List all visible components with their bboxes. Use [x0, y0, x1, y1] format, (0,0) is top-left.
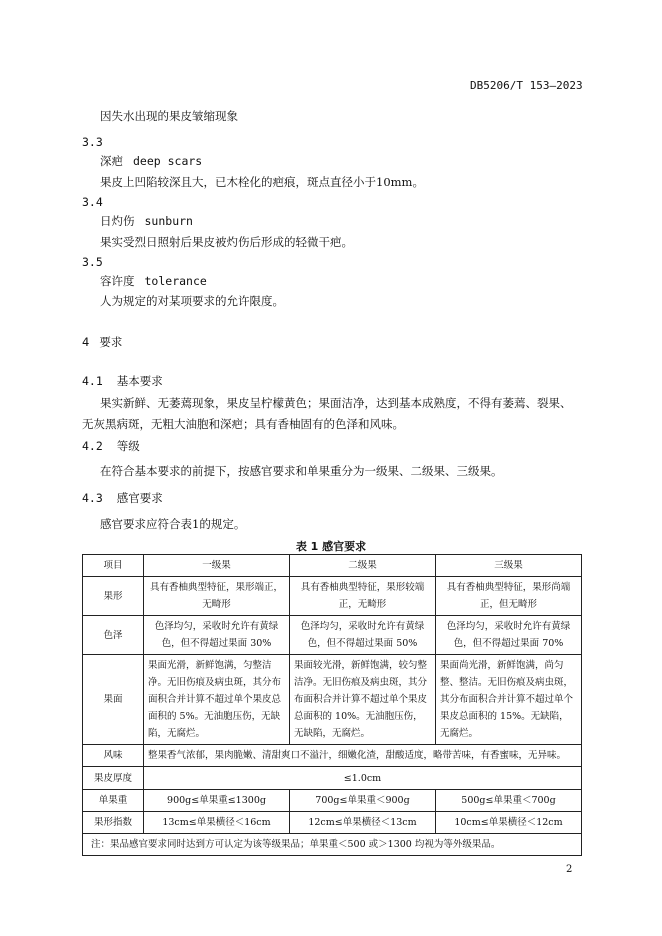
term-zh: 日灼伤 — [100, 214, 135, 228]
table-row-weight — [83, 790, 582, 812]
term-deep-scars — [100, 153, 202, 169]
definition-sunburn: 果实受烈日照射后果皮被灼伤后形成的轻微干疤。 — [100, 235, 353, 249]
header-cell-grade-2: 二级果 — [290, 555, 436, 577]
clause-title: 感官要求 — [116, 491, 163, 505]
table-row-shape-index — [83, 812, 582, 834]
grading-paragraph: 在符合基本要求的前提下，按感官要求和单果重分为一级果、二级果、三级果。 — [100, 464, 503, 478]
chapter-4-heading — [82, 334, 122, 350]
sensory-paragraph: 感官要求应符合表1的规定。 — [100, 517, 246, 531]
term-tolerance — [100, 273, 207, 289]
row-label: 色泽 — [83, 616, 144, 655]
definition-tolerance: 人为规定的对某项要求的允许限度。 — [100, 294, 284, 308]
term-en: tolerance — [144, 274, 207, 288]
cell-grade-3: 具有香柚典型特征，果形尚端正，但无畸形 — [436, 577, 582, 616]
clause-number: 4.1 — [82, 374, 103, 388]
cell-grade-2: 色泽均匀，采收时允许有黄绿色，但不得超过果面 50% — [290, 616, 436, 655]
header-cell-item: 项目 — [83, 555, 144, 577]
table-row-flavor — [83, 745, 582, 767]
cell-grade-1: 色泽均匀，采收时允许有黄绿色，但不得超过果面 30% — [144, 616, 290, 655]
definition-continuation: 因失水出现的果皮皱缩现象 — [100, 109, 238, 123]
table-row-note — [83, 834, 582, 856]
clause-4-1-heading — [82, 373, 163, 389]
table-note: 注：果品感官要求同时达到方可认定为该等级果品；单果重＜500 或＞1300 均视为等外级果品。 — [83, 834, 582, 856]
row-label: 果形 — [83, 577, 144, 616]
cell-grade-1: 900g≤单果重≤1300g — [144, 790, 290, 812]
cell-grade-3: 色泽均匀，采收时允许有黄绿色，但不得超过果面 70% — [436, 616, 582, 655]
basic-requirements-line-1: 果实新鲜、无萎蔫现象，果皮呈柠檬黄色；果面洁净，达到基本成熟度，不得有萎蔫、裂果、 — [100, 396, 572, 410]
row-label: 果形指数 — [83, 812, 144, 834]
cell-grade-3: 10cm≤单果横径＜12cm — [436, 812, 582, 834]
clause-title: 基本要求 — [116, 374, 163, 388]
sensory-requirements-table — [82, 554, 582, 856]
cell-grade-2: 12cm≤单果横径＜13cm — [290, 812, 436, 834]
clause-number: 4.3 — [82, 491, 103, 505]
table-row-shape — [83, 577, 582, 616]
header-cell-grade-3: 三级果 — [436, 555, 582, 577]
term-sunburn — [100, 213, 193, 229]
definition-deep-scars: 果皮上凹陷较深且大，已木栓化的疤痕，斑点直径小于10mm。 — [100, 175, 424, 189]
clause-4-3-heading — [82, 490, 163, 506]
table-row-surface — [83, 655, 582, 745]
cell-grade-1: 13cm≤单果横径＜16cm — [144, 812, 290, 834]
page-number: 2 — [566, 864, 573, 875]
row-label: 风味 — [83, 745, 144, 767]
header-cell-grade-1: 一级果 — [144, 555, 290, 577]
term-zh: 深疤 — [100, 154, 123, 168]
term-zh: 容许度 — [100, 274, 135, 288]
row-label: 果皮厚度 — [83, 767, 144, 790]
cell-grade-1: 具有香柚典型特征，果形端正，无畸形 — [144, 577, 290, 616]
table-header-row — [83, 555, 582, 577]
table-caption: 表 1 感官要求 — [295, 540, 367, 553]
cell-grade-2: 具有香柚典型特征，果形较端正，无畸形 — [290, 577, 436, 616]
term-en: sunburn — [144, 214, 193, 228]
cell-grade-3: 500g≤单果重＜700g — [436, 790, 582, 812]
cell-grade-1: 果面光滑，新鲜饱满，匀整洁净。无旧伤痕及病虫斑，其分布面积合并计算不超过单个果皮总面积的 5%。无油胞压伤，无缺陷，无腐烂。 — [144, 655, 290, 745]
clause-3-4-number: 3.4 — [82, 195, 103, 209]
clause-number: 4.2 — [82, 439, 103, 453]
cell-thickness-value: ≤1.0cm — [144, 767, 582, 790]
clause-3-5-number: 3.5 — [82, 255, 103, 269]
row-label: 单果重 — [83, 790, 144, 812]
cell-grade-3: 果面尚光滑，新鲜饱满，尚匀整、整洁。无旧伤痕及病虫斑，其分布面积合并计算不超过单个果皮总面积的 15%。无缺陷，无腐烂。 — [436, 655, 582, 745]
clause-4-2-heading — [82, 438, 140, 454]
table-row-thickness — [83, 767, 582, 790]
clause-title: 等级 — [116, 439, 140, 453]
cell-grade-2: 700g≤单果重＜900g — [290, 790, 436, 812]
chapter-title: 要求 — [99, 335, 123, 349]
cell-flavor-value: 整果香气浓郁，果肉脆嫩、清甜爽口不溢汁，细嫩化渣，甜酸适度，略带苦味，有香蜜味，无异味。 — [144, 745, 582, 767]
term-en: deep scars — [133, 154, 203, 168]
basic-requirements-line-2: 无灰黑病斑，无粗大油胞和深疤；具有香柚固有的色泽和风味。 — [82, 417, 404, 431]
clause-3-3-number: 3.3 — [82, 135, 103, 149]
row-label: 果面 — [83, 655, 144, 745]
table-row-color — [83, 616, 582, 655]
chapter-number: 4 — [82, 335, 90, 349]
cell-grade-2: 果面较光滑，新鲜饱满，较匀整洁净。无旧伤痕及病虫斑，其分布面积合并计算不超过单个果皮总面积的 10%。无油胞压伤，无缺陷，无腐烂。 — [290, 655, 436, 745]
standard-code: DB5206/T 153—2023 — [470, 79, 583, 92]
